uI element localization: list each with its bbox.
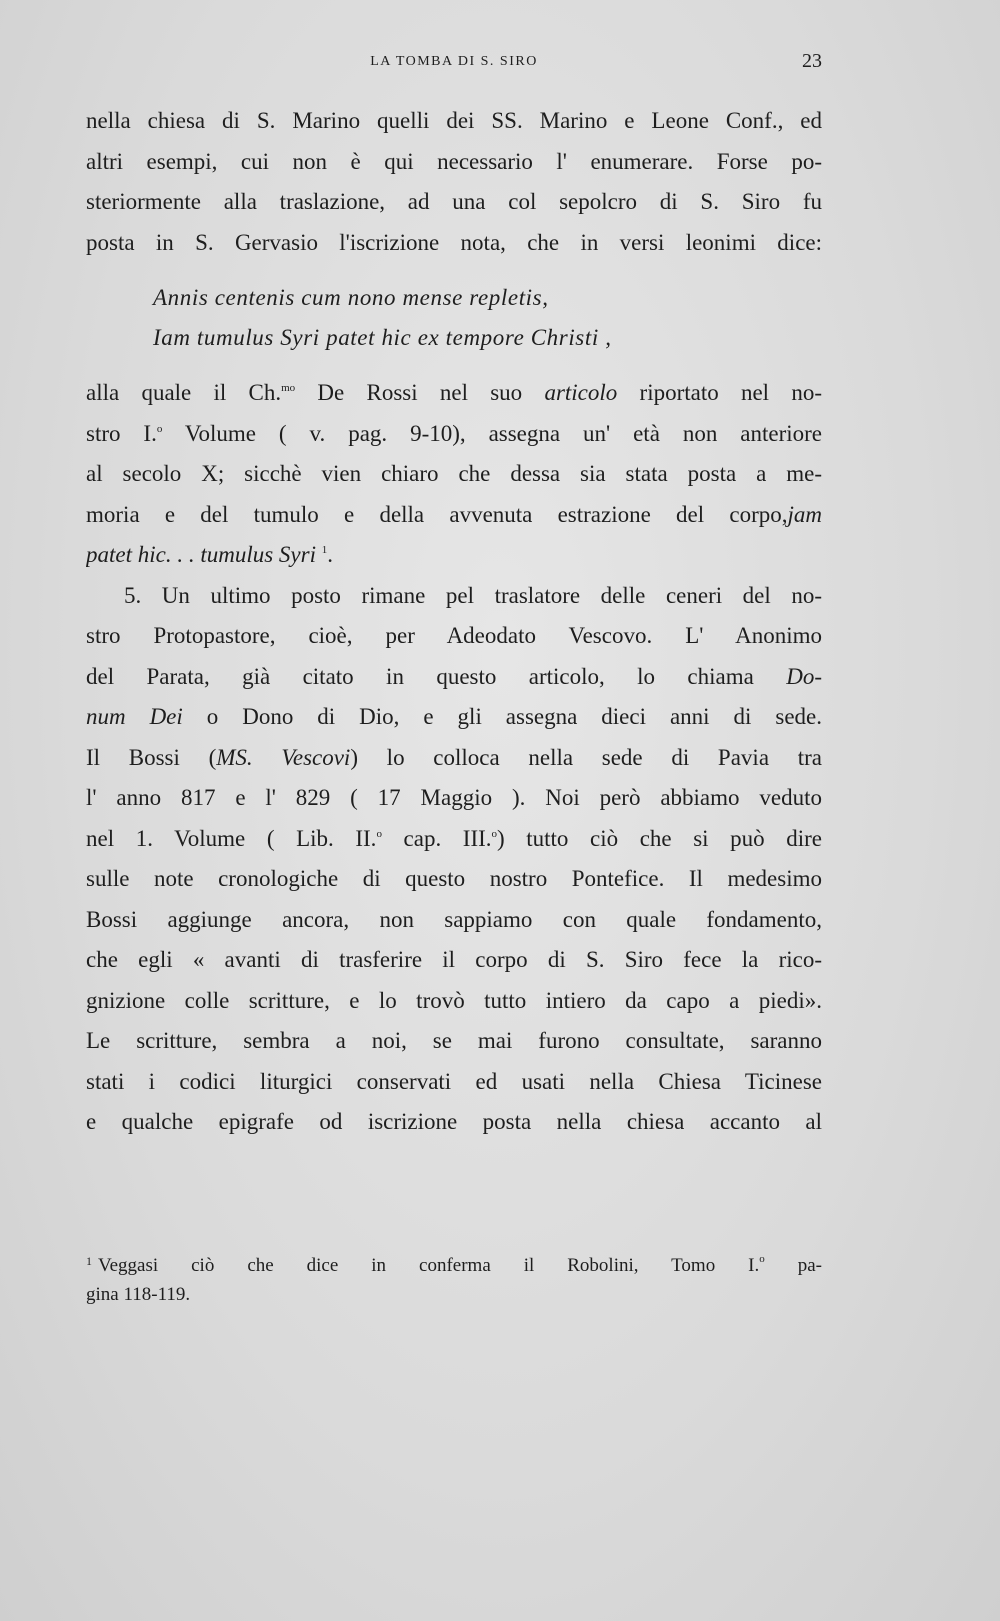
footnote-line: $^1$ Veggasi ciò che dice in conferma il Robolini, Tomo I.$^o$ pa- [86, 1253, 822, 1276]
text-line: 5. Un ultimo posto rimane pel traslatore delle ceneri del no- [124, 582, 822, 608]
main-text [86, 101, 822, 1143]
text-line: del Parata, già citato in questo articolo, lo chiama Do- [86, 663, 822, 689]
text-line: Bossi aggiunge ancora, non sappiamo con quale fondamento, [86, 906, 822, 932]
text-line: moria e del tumulo e della avvenuta estrazione del corpo,jam [86, 501, 822, 527]
text-line: nella chiesa di S. Marino quelli dei SS. Marino e Leone Conf., ed [86, 108, 822, 133]
page-number: 23 [802, 50, 822, 72]
inscription-verses [86, 278, 822, 358]
text-line: che egli « avanti di trasferire il corpo di S. Siro fece la rico- [86, 947, 822, 972]
text-line: Le scritture, sembra a noi, se mai furono consultate, saranno [86, 1028, 822, 1053]
footnote-reference: 1 [321, 544, 328, 556]
text-line: e qualche epigrafe od iscrizione posta nella chiesa accanto al [86, 1109, 822, 1134]
text-line: stro Protopastore, cioè, per Adeodato Vescovo. L' Anonimo [86, 623, 822, 648]
footnote [86, 1244, 822, 1312]
text-line: posta in S. Gervasio l'iscrizione nota, che in versi leonimi dice: [86, 229, 822, 255]
text-line: stro I.$^o$ Volume ( v. pag. 9-10), assegna un' età non anteriore [86, 420, 822, 446]
text-line: Il Bossi (MS. Vescovi) lo colloca nella sede di Pavia tra [86, 744, 822, 770]
text-line: num Dei o Dono di Dio, e gli assegna dieci anni di sede. [86, 704, 822, 729]
verse-line: Annis centenis cum nono mense repletis, [153, 285, 549, 310]
text-line: steriormente alla traslazione, ad una col sepolcro di S. Siro fu [86, 189, 822, 214]
text-line: patet hic. . . tumulus Syri $^1$. [86, 542, 333, 567]
footnote-mark: 1 [86, 1254, 92, 1268]
text-line: alla quale il Ch.$^{mo}$ De Rossi nel suo articolo riportato nel no- [86, 380, 822, 405]
footnote-line: gina 118-119. [86, 1284, 191, 1305]
text-line: stati i codici liturgici conservati ed usati nella Chiesa Ticinese [86, 1068, 822, 1094]
text-line: l' anno 817 e l' 829 ( 17 Maggio ). Noi però abbiamo veduto [86, 785, 822, 810]
running-title: LA TOMBA DI S. SIRO [370, 54, 538, 69]
text-line: nel 1. Volume ( Lib. II.$^o$ cap. III.$^o$) tutto ciò che si può dire [86, 825, 822, 851]
text-line: sulle note cronologiche di questo nostro Pontefice. Il medesimo [86, 866, 822, 891]
text-line: altri esempi, cui non è qui necessario l' enumerare. Forse po- [86, 148, 822, 174]
verse-line: Iam tumulus Syri patet hic ex tempore Christi , [153, 325, 612, 350]
page-header [86, 50, 822, 80]
text-line: gnizione colle scritture, e lo trovò tutto intiero da capo a piedi». [86, 987, 822, 1013]
text-line: al secolo X; sicchè vien chiaro che dessa sia stata posta a me- [86, 461, 822, 486]
